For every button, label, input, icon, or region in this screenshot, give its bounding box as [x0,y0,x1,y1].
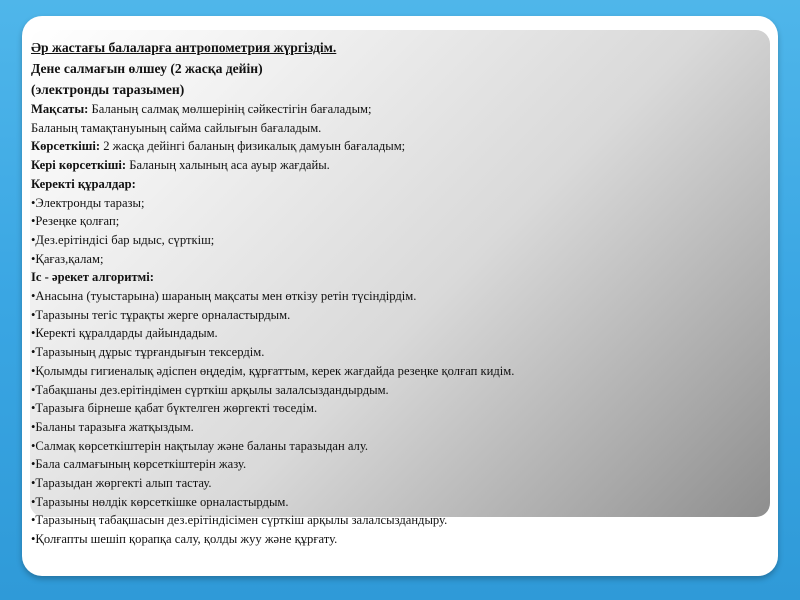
algorithm-step: • Таразыны нөлдік көрсеткішке орналастырдым. [31,493,761,512]
purpose-continuation: Баланың тамақтануының сайма сайлығын бағаладым. [31,120,322,135]
algorithm-step: • Салмақ көрсеткіштерін нақтылау және баланы таразыдан алу. [31,437,761,456]
equipment-item: • Дез.ерітіндісі бар ыдыс, сүрткіш; [31,231,761,250]
algorithm-step: • Таразының дұрыс тұрғандығын тексердім. [31,343,761,362]
algorithm-step: • Қолымды гигиеналық әдіспен өңдедім, құрғаттым, керек жағдайда резеңке қолғап кидім. [31,362,761,381]
section-heading-weighing: Дене салмағын өлшеу (2 жасқа дейін) [31,61,263,76]
equipment-item: • Қағаз,қалам; [31,250,761,269]
algorithm-step: • Таразыға бірнеше қабат бүктелген жөргекті төседім. [31,399,761,418]
algorithm-step: • Таразыдан жөргекті алып тастау. [31,474,761,493]
algorithm-step: • Анасына (туыстарына) шараның мақсаты мен өткізу ретін түсіндірдім. [31,287,761,306]
algorithm-step: • Қолғапты шешіп қорапқа салу, қолды жуу және құрғату. [31,530,761,549]
purpose-line [31,100,761,119]
indication-label: Көрсеткіші: [31,139,101,154]
algorithm-step: • Баланы таразыға жатқыздым. [31,418,761,437]
equipment-heading: Керекті құралдар: [31,176,136,191]
slide-title: Әр жастағы балаларға антропометрия жүргіздім. [31,40,337,55]
indication-text: 2 жасқа дейінгі баланың физикалық дамуын бағаладым; [100,139,406,154]
algorithm-step: • Бала салмағының көрсеткіштерін жазу. [31,455,761,474]
algorithm-heading: Іс - әрекет алгоритмі: [31,270,154,285]
equipment-item: • Электронды таразы; [31,194,761,213]
algorithm-step: • Таразыны тегіс тұрақты жерге орналастырдым. [31,306,761,325]
algorithm-step: • Керекті құралдарды дайындадым. [31,324,761,343]
slide-text [31,37,761,549]
contraindication-label: Кері көрсеткіші: [31,158,127,173]
contraindication-text: Баланың халының аса ауыр жағдайы. [126,158,330,173]
purpose-text: Баланың салмақ мөлшерінің сәйкестігін бағаладым; [88,102,372,116]
indication-line [31,137,761,156]
algorithm-step: • Таразының табақшасын дез.ерітіндісімен сүрткіш арқылы залалсыздандыру. [31,511,761,530]
purpose-label: Мақсаты: [31,102,89,116]
equipment-item: • Резеңке қолғап; [31,212,761,231]
section-subheading-scale: (электронды таразымен) [31,82,185,97]
algorithm-step: • Табақшаны дез.ерітіндімен сүрткіш арқылы залалсыздандырдым. [31,381,761,400]
contraindication-line [31,156,761,175]
